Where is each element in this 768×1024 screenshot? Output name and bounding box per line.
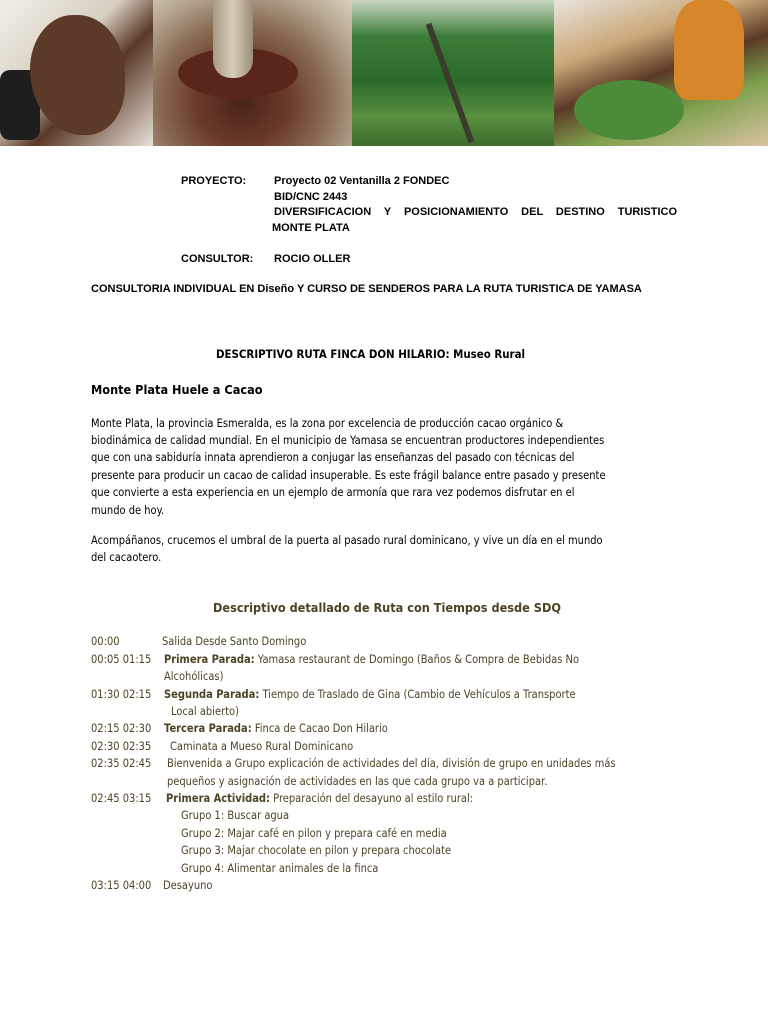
invite-line: Acompáñanos, crucemos el umbral de la puerta al pasado rural dominicano, y vive un día en el mundo <box>91 533 603 547</box>
consultor-value: ROCIO OLLER <box>274 253 351 265</box>
proyecto-line-2: BID/CNC 2443 <box>274 191 348 203</box>
schedule-text: Caminata a Mueso Rural Dominicano <box>170 739 354 753</box>
schedule-text: Salida Desde Santo Domingo <box>162 634 307 648</box>
schedule-time: 03:15 04:00 <box>91 878 152 892</box>
schedule-entry <box>164 686 576 703</box>
schedule-text: Tiempo de Traslado de Gina (Cambio de Vehículos a Transporte <box>259 687 576 701</box>
consultoria-line: CONSULTORIA INDIVIDUAL EN Diseño Y CURSO DE SENDEROS PARA LA RUTA TURISTICA DE YAMASA <box>91 283 642 295</box>
schedule-label: Tercera Parada: <box>164 721 252 735</box>
schedule-text: Yamasa restaurant de Domingo (Baños & Compra de Bebidas No <box>254 652 580 666</box>
grupo-item: Grupo 1: Buscar agua <box>181 808 290 822</box>
intro-line: Monte Plata, la provincia Esmeralda, es la zona por excelencia de producción cacao orgánico & <box>91 416 564 430</box>
hands-cacao-photo <box>0 0 153 146</box>
schedule-text-cont: Local abierto) <box>171 704 239 718</box>
proyecto-line-3: DIVERSIFICACION Y POSICIONAMIENTO DEL DESTINO TURISTICO <box>274 206 677 218</box>
consultor-label: CONSULTOR: <box>181 253 254 265</box>
schedule-time: 02:15 02:30 <box>91 721 152 735</box>
grupo-item: Grupo 3: Majar chocolate en pilon y prepara chocolate <box>181 843 452 857</box>
schedule-time: 02:30 02:35 <box>91 739 152 753</box>
schedule-text: Desayuno <box>163 878 213 892</box>
schedule-entry <box>166 790 473 807</box>
schedule-entry <box>164 651 579 668</box>
grupo-item: Grupo 2: Majar café en pilon y prepara café en media <box>181 826 447 840</box>
forest-photo <box>352 0 554 146</box>
schedule-text: Preparación del desayuno al estilo rural: <box>269 791 474 805</box>
schedule-label: Primera Parada: <box>164 652 255 666</box>
schedule-text: Bienvenida a Grupo explicación de actividades del día, división de grupo en unidades más <box>167 756 616 770</box>
schedule-time: 02:45 03:15 <box>91 791 152 805</box>
schedule-time: 02:35 02:45 <box>91 756 152 770</box>
schedule-text-cont: pequeños y asignación de actividades en las que cada grupo va a participar. <box>167 774 548 788</box>
schedule-label: Primera Actividad: <box>166 791 270 805</box>
proyecto-line-4: MONTE PLATA <box>272 222 350 234</box>
schedule-text-cont: Alcohólicas) <box>164 669 224 683</box>
intro-line: mundo de hoy. <box>91 503 165 517</box>
grupo-item: Grupo 4: Alimentar animales de la finca <box>181 861 379 875</box>
schedule-time: 00:05 01:15 <box>91 652 152 666</box>
seedlings-photo <box>554 0 768 146</box>
photo-banner <box>0 0 768 146</box>
schedule-entry <box>164 720 388 737</box>
proyecto-line-1: Proyecto 02 Ventanilla 2 FONDEC <box>274 175 450 187</box>
intro-line: que convierte a esta experiencia en un ejemplo de armonía que rara vez podemos disfrutar en el <box>91 485 575 499</box>
mortar-pestle-photo <box>153 0 352 146</box>
schedule-text: Finca de Cacao Don Hilario <box>251 721 388 735</box>
document-subtitle: Monte Plata Huele a Cacao <box>91 382 263 397</box>
document-title: DESCRIPTIVO RUTA FINCA DON HILARIO: Museo Rural <box>216 347 526 361</box>
intro-line: que con una sabiduría innata aprendieron a conjugar las enseñanzas del pasado con técnicas del <box>91 450 575 464</box>
schedule-time: 01:30 02:15 <box>91 687 152 701</box>
invite-line: del cacaotero. <box>91 550 162 564</box>
intro-line: presente para producir un cacao de calidad insuperable. Es este frágil balance entre pasado y presente <box>91 468 606 482</box>
proyecto-label: PROYECTO: <box>181 175 247 187</box>
schedule-title: Descriptivo detallado de Ruta con Tiempos desde SDQ <box>213 600 561 615</box>
intro-line: biodinámica de calidad mundial. En el municipio de Yamasa se encuentran productores independientes <box>91 433 605 447</box>
schedule-time: 00:00 <box>91 634 120 648</box>
schedule-label: Segunda Parada: <box>164 687 260 701</box>
